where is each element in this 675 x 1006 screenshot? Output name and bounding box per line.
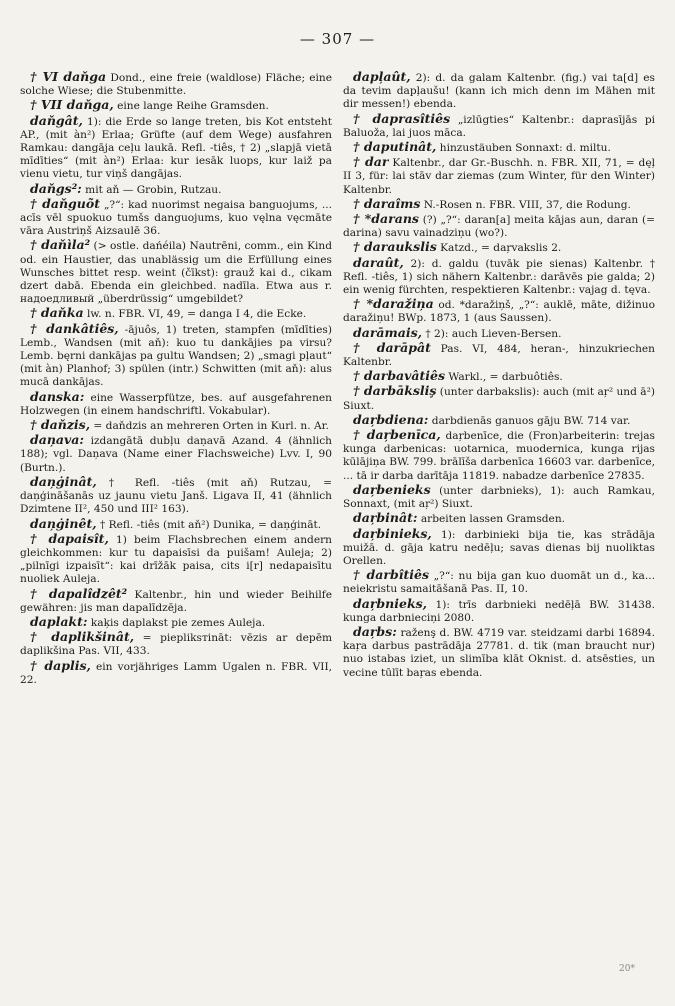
entry-definition: 1): trīs darbnieki nedēļā BW. 31438. kunga darbnieciņi 2080. <box>343 598 655 624</box>
dictionary-entry <box>343 326 655 341</box>
entry-definition: kaķis daplakst pie zemes Auleja. <box>87 616 266 629</box>
entry-definition: hinzustäuben Sonnaxt: d. miltu. <box>436 142 611 155</box>
dictionary-entry <box>343 369 655 384</box>
dictionary-entry <box>20 615 332 630</box>
entry-definition: arbeiten lassen Gramsden. <box>417 513 566 526</box>
entry-definition: † Refl. -tiês (mit aň²) Dunika, = daņģināt. <box>96 518 322 531</box>
entry-headword: daňgât, <box>30 112 83 128</box>
entry-headword: † darbîtiês <box>353 567 429 583</box>
entry-headword: † daňìla² <box>30 237 91 253</box>
dictionary-entry <box>343 568 655 596</box>
entry-definition: od. *daražiņš, „?“: auklē, māte, dižinuo daražiņu! BWp. 1873, 1 (aus Saussen). <box>343 299 655 325</box>
entry-headword: † daŗbenīca, <box>353 427 441 443</box>
entry-definition: „izlūgties“ Kaltenbr.: daprasījās pi Baluoža, lai juos māca. <box>343 113 656 139</box>
entry-headword: daŗbdiena: <box>353 411 429 427</box>
entry-headword: daŗbenieks <box>353 481 431 497</box>
entry-headword: † daprasîtiês <box>353 110 451 126</box>
entry-definition: (unter darbakslis): auch (mit aŗ² und ā²) Siuxt. <box>343 386 655 412</box>
entry-headword: daŗbnieks, <box>353 595 428 611</box>
entry-headword: † darāpât <box>353 339 431 355</box>
entry-definition: Dond., eine freie (waldlose) Fläche; eine solche Wiese; die Stubenmitte. <box>20 72 332 98</box>
entry-headword: † daplis, <box>30 657 91 673</box>
entry-headword: † daputinât, <box>353 139 437 155</box>
entry-definition: „?“: kad nuorimst negaisa banguojums, ... acīs vēl spuokuo tumšs danguojums, kuo vęlna vęcmāte vāra Austriņš Aizsaulē 36. <box>20 198 332 238</box>
dictionary-entry <box>343 625 655 680</box>
dictionary-entry <box>343 384 655 412</box>
entry-definition: raženş d. BW. 4719 var. steidzami darbi 16894. kaŗa darbus pastrādāja 27781. d. tik (man braucht nur) nuo istabas iziet, un slimība klāt Oknist. d. atsēsties, un vecine tūlīt baŗas ebenda. <box>343 626 655 679</box>
entry-headword: † dankâtiês, <box>30 320 119 336</box>
entry-definition: = daňdzis an mehreren Orten in Kurl. n. Ar. <box>90 420 329 433</box>
entry-definition: eine Wasserpfütze, bes. auf ausgefahrenen Holzwegen (in einem handschriftl. Vokabular). <box>20 391 332 417</box>
dictionary-entry <box>343 341 655 369</box>
left-column <box>20 70 332 687</box>
dictionary-entry <box>343 112 655 140</box>
entry-headword: daņġinât, <box>30 473 97 489</box>
right-column <box>343 70 655 680</box>
entry-definition: darbdienās ganuos gāju BW. 714 var. <box>428 414 631 427</box>
entry-definition: † Refl. -tiês (mit aň) Rutzau, = daņģināšanās uz jaunu vietu Janš. Ligava II, 41 (ähnlich Dzimtene II², 450 und III² 163). <box>20 476 332 516</box>
entry-definition: ein vorjähriges Lamm Ugalen n. FBR. VII, 22. <box>20 660 332 686</box>
dictionary-entry <box>343 413 655 428</box>
dictionary-entry <box>20 70 332 98</box>
dictionary-entry <box>20 114 332 182</box>
entry-definition: lw. n. FBR. VI, 49, = danga I 4, die Ecke. <box>83 308 307 321</box>
entry-headword: † VII daňga, <box>30 97 114 113</box>
entry-definition: 1): die Erde so lange treten, bis Kot entsteht AP., (mit àn²) Erlaa; Grüfte (auf dem Wege) ausfahren Ramkau: dangāja ceļu laukā. Refl. -tiês, † 2) „slapjā vietā mīdīties“ (mit àn²) Erlaa: kur iesāk luops, kur laiž pa vienu vietu, tur viņš dangājas. <box>20 115 332 181</box>
entry-definition: (unter darbnieks), 1): auch Ramkau, Sonnaxt, (mit aŗ²) Siuxt. <box>343 484 655 511</box>
entry-definition: Kaltenbr., dar Gr.-Buschh. n. FBR. XII, 71, = dęļ II 3, für: lai stāv dar ziemas (zum Winter, für den Winter) Kaltenbr. <box>343 157 655 196</box>
dictionary-entry <box>20 517 332 532</box>
dictionary-entry <box>20 587 332 615</box>
entry-headword: † daraîms <box>353 195 421 211</box>
entry-headword: daņava: <box>30 432 85 448</box>
dictionary-entry <box>343 428 655 483</box>
entry-definition: = piepliksтināt: vēzis ar depēm daplikšina Pas. VII, 433. <box>20 632 333 658</box>
entry-headword: † dapaisît, <box>30 530 109 546</box>
entry-definition: izdangātā dubļu daņavā Azand. 4 (ähnlich 188); vgl. Daņava (Name einer Flachsweiche) Lvv. I, 90 (Burtn.). <box>20 435 332 474</box>
entry-definition: mit aň — Grobin, Rutzau. <box>81 183 222 196</box>
dictionary-entry <box>343 212 655 240</box>
dictionary-entry <box>343 140 655 155</box>
entry-headword: † daňzis, <box>30 417 91 433</box>
entry-headword: † dapalîdzêt² <box>30 585 128 601</box>
dictionary-entry <box>20 630 332 658</box>
entry-headword: daŗbs: <box>353 623 397 639</box>
dictionary-entry <box>20 322 332 390</box>
entry-headword: daŗbinât: <box>353 510 418 526</box>
dictionary-entry <box>343 155 655 197</box>
entry-headword: † daňka <box>30 305 84 321</box>
entry-headword: danska: <box>30 388 85 404</box>
dictionary-entry <box>20 197 332 239</box>
entry-definition: (> ostle. dańéila) Nautrēni, comm., ein Kind od. ein Haustier, das unablässig um die Erfüllung eines Wunsches bittet resp. weint (čīkst): grauž kai d., cikam dzert dabā. Ebenda ein gleichbed. nadīla. Etwa aus r. надоедливый „überdrüssig“ umgebildet? <box>20 240 332 306</box>
entry-definition: Pas. VI, 484, heran-, hinzukriechen Kaltenbr. <box>343 342 655 369</box>
dictionary-entry <box>20 238 332 306</box>
dictionary-entry <box>343 527 655 569</box>
dictionary-entry <box>20 532 332 587</box>
entry-definition: † 2): auch Lieven-Bersen. <box>422 327 562 340</box>
entry-headword: † *daražiņa <box>353 296 434 312</box>
dictionary-entry <box>343 511 655 526</box>
entry-definition: daŗbenīce, die (Fron)arbeiterin: trejas kunga darbenicas: uotarnica, muodernica, kunga rijas kūlājiņa BW. 799. brālīša darbenīca 16603 var. darbenīce, ... tā ir darba darītāja 11819. nabadze darbenīce 27835. <box>343 430 655 482</box>
entry-definition: Katzd., = daŗvakslis 2. <box>436 242 562 255</box>
entry-definition: 2): d. galdu (tuvāk pie sienas) Kaltenbr. † Refl. -tiês, 1) sich nähern Kaltenbr.: darāvēs pie galda; 2) ein wenig fürchten, respektieren Kaltenbr.: vajag d. tęva. <box>343 257 655 297</box>
dictionary-entry <box>20 418 332 433</box>
entry-headword: darāmais, <box>353 324 422 340</box>
entry-headword: daraût, <box>353 254 404 270</box>
page-number: — 307 — <box>299 30 376 48</box>
dictionary-entry <box>20 98 332 113</box>
dictionary-entry <box>343 297 655 325</box>
dictionary-entry <box>343 70 655 112</box>
dictionary-entry <box>20 433 332 475</box>
entry-headword: daplakt: <box>30 613 88 629</box>
entry-headword: † darbāksliş <box>353 383 437 399</box>
entry-definition: 2): d. da galam Kaltenbr. (fig.) vai ta[d] es da tevim dapļaušu! (kann ich mich denn im Mähen mit dir messen!) ebenda. <box>343 72 655 111</box>
entry-definition: „?“: nu bija gan kuo duomāt un d., ka... neiekristu samaitāšanā Pas. II, 10. <box>343 570 655 596</box>
entry-headword: † *darans <box>353 211 419 227</box>
dictionary-entry <box>343 240 655 255</box>
entry-headword: daŗbinieks, <box>353 525 432 541</box>
entry-definition: Kaltenbr., hin und wieder Beihilfe gewähren: jis man dapalīdzēja. <box>20 588 332 614</box>
entry-definition: -ājuôs, 1) treten, stampfen (mīdīties) Lemb., Wandsen (mit aň): kuo tu dankājies pa virsu? Lemb. bęrni dankājas pa gultu Wandsen; 2) „smagi pļaut“ (mit àn) Planhof; 3) spülen (intr.) Schwitten (mit aň): alus mucā dankājas. <box>20 323 332 389</box>
entry-headword: † VI daňga <box>30 69 107 84</box>
dictionary-entry <box>343 483 655 511</box>
entry-definition: 1) beim Flachsbrechen einem andern gleichkommen: kur tu dapaisīsi da puišam! Auleja; 2) „pilnīgi izpaisīt“: kai drīžāk paisa, cits i[r] nedapaisītu nuoliek Auleja. <box>20 533 332 586</box>
entry-definition: eine lange Reihe Gramsden. <box>113 100 269 113</box>
printer-signature: 20* <box>619 964 635 974</box>
dictionary-entry <box>343 197 655 212</box>
dictionary-entry <box>20 390 332 418</box>
dictionary-entry <box>343 597 655 625</box>
dictionary-entry <box>343 256 655 298</box>
entry-headword: dapļaût, <box>353 69 411 84</box>
dictionary-entry <box>20 475 332 517</box>
entry-headword: † daňguõt <box>30 195 100 211</box>
entry-headword: daňgs²: <box>30 180 82 196</box>
entry-definition: (?) „?“: daran[a] meita kājas aun, daran (= darina) savu vainadziņu (wo?). <box>343 214 656 240</box>
entry-definition: N.-Rosen n. FBR. VIII, 37, die Rodung. <box>420 198 631 211</box>
entry-headword: † darbavâtiês <box>353 368 446 384</box>
entry-definition: 1): darbinieki bija tie, kas strādāja muižā. d. gāja katru nedēļu; savas dienas bij nuoliktas Orellen. <box>343 528 655 567</box>
dictionary-entry <box>20 659 332 687</box>
entry-definition: Warkl., = darbuôtiês. <box>445 371 563 384</box>
dictionary-entry <box>20 306 332 321</box>
entry-headword: † dar <box>353 154 389 170</box>
dictionary-entry <box>20 182 332 197</box>
entry-headword: † daplikšinât, <box>30 629 135 645</box>
entry-headword: † daraukslis <box>353 239 437 255</box>
entry-headword: daņġinêt, <box>30 515 97 531</box>
